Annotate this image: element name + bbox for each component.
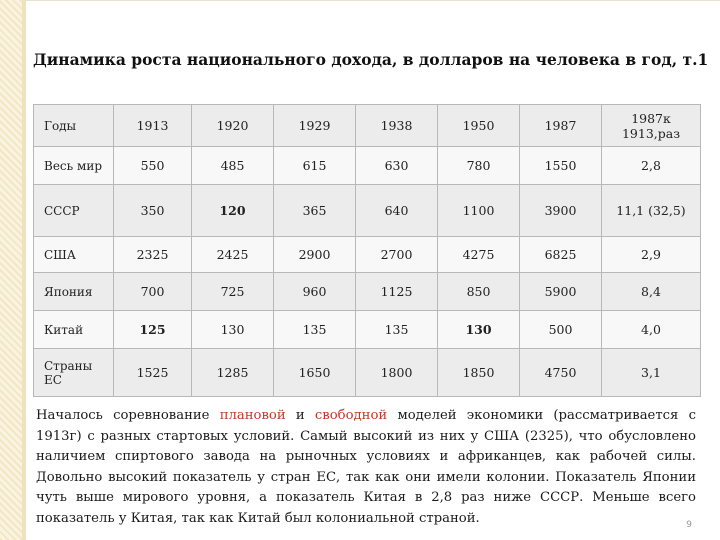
table-cell: 725 xyxy=(192,273,274,311)
table-cell: 3900 xyxy=(520,185,602,237)
table-cell: 130 xyxy=(192,311,274,349)
table-cell: 2425 xyxy=(192,237,274,273)
header-cell: 1938 xyxy=(356,105,438,147)
header-cell: 1987к 1913,раз xyxy=(602,105,701,147)
row-label: Китай xyxy=(34,311,114,349)
table-cell: 2900 xyxy=(274,237,356,273)
row-label: Страны ЕС xyxy=(34,349,114,397)
table-cell: 780 xyxy=(438,147,520,185)
table-cell: 640 xyxy=(356,185,438,237)
table-cell: 700 xyxy=(114,273,192,311)
row-label: Весь мир xyxy=(34,147,114,185)
table-cell: 960 xyxy=(274,273,356,311)
table-cell: 350 xyxy=(114,185,192,237)
table-cell: 2,8 xyxy=(602,147,701,185)
table-cell: 1550 xyxy=(520,147,602,185)
header-cell: Годы xyxy=(34,105,114,147)
income-table xyxy=(33,104,701,397)
header-cell: 1913 xyxy=(114,105,192,147)
table-cell: 850 xyxy=(438,273,520,311)
table-cell: 2700 xyxy=(356,237,438,273)
table-cell: 135 xyxy=(274,311,356,349)
header-cell: 1929 xyxy=(274,105,356,147)
table-cell: 120 xyxy=(192,185,274,237)
table-row xyxy=(34,147,701,185)
table-cell: 135 xyxy=(356,311,438,349)
highlight-planned: плановой xyxy=(219,408,286,423)
paragraph-text: и xyxy=(285,408,315,423)
table-cell: 1125 xyxy=(356,273,438,311)
header-cell: 1987 xyxy=(520,105,602,147)
header-cell: 1950 xyxy=(438,105,520,147)
table-cell: 6825 xyxy=(520,237,602,273)
table-cell: 1850 xyxy=(438,349,520,397)
table-cell: 125 xyxy=(114,311,192,349)
table-row xyxy=(34,237,701,273)
table-cell: 1800 xyxy=(356,349,438,397)
table-cell: 2325 xyxy=(114,237,192,273)
row-label: США xyxy=(34,237,114,273)
table-cell: 4275 xyxy=(438,237,520,273)
paragraph-text: Началось соревнование xyxy=(36,408,220,423)
table-cell: 5900 xyxy=(520,273,602,311)
paragraph-text: моделей экономики (рассматривается с 1913г) с разных стартовых условий. Самый высокий из них у США (2325), что обусловлено наличием спиртового завода на рыночных условиях и африканцев, как рабочей силы. Довольно высокий показатель у стран ЕС, так как они имели колонии. Показатель Японии чуть выше мирового уровня, а показатель Китая в 2,8 раз ниже СССР. Меньше всего показатель у Китая, так как Китай был колониальной страной. xyxy=(36,408,696,526)
table-row xyxy=(34,311,701,349)
table-cell: 8,4 xyxy=(602,273,701,311)
table-cell: 11,1 (32,5) xyxy=(602,185,701,237)
slide-title: Динамика роста национального дохода, в долларов на человека в год, т.1 xyxy=(33,50,709,69)
table-row xyxy=(34,349,701,397)
table-cell: 130 xyxy=(438,311,520,349)
table-cell: 485 xyxy=(192,147,274,185)
table-cell: 1525 xyxy=(114,349,192,397)
table-row xyxy=(34,273,701,311)
header-cell: 1920 xyxy=(192,105,274,147)
highlight-free: свободной xyxy=(314,408,388,423)
table-cell: 4750 xyxy=(520,349,602,397)
row-label: СССР xyxy=(34,185,114,237)
row-label: Япония xyxy=(34,273,114,311)
table-cell: 615 xyxy=(274,147,356,185)
table-cell: 1100 xyxy=(438,185,520,237)
decorative-strip xyxy=(0,0,22,540)
page-number: 9 xyxy=(686,520,692,530)
table-row xyxy=(34,185,701,237)
decorative-vertical-line xyxy=(25,0,26,540)
table-cell: 3,1 xyxy=(602,349,701,397)
table-cell: 4,0 xyxy=(602,311,701,349)
table-cell: 365 xyxy=(274,185,356,237)
table-header-row xyxy=(34,105,701,147)
table-cell: 1285 xyxy=(192,349,274,397)
table-cell: 2,9 xyxy=(602,237,701,273)
table-cell: 500 xyxy=(520,311,602,349)
table-cell: 630 xyxy=(356,147,438,185)
table-cell: 550 xyxy=(114,147,192,185)
decorative-top-line xyxy=(25,0,720,1)
table-cell: 1650 xyxy=(274,349,356,397)
body-paragraph xyxy=(36,406,696,529)
